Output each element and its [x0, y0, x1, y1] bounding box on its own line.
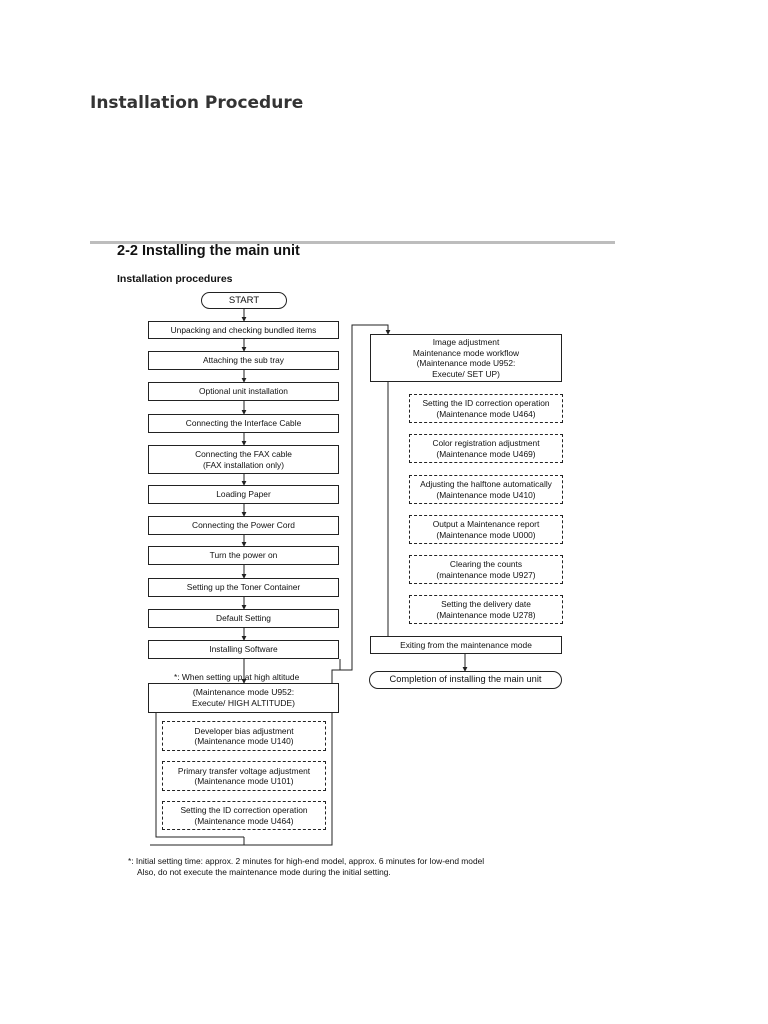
step-unpacking: Unpacking and checking bundled items: [148, 321, 339, 339]
start-terminal: START: [201, 292, 287, 309]
step-attach-sub-tray: Attaching the sub tray: [148, 351, 339, 370]
step-optional-unit: Optional unit installation: [148, 382, 339, 401]
completion-terminal: Completion of installing the main unit: [369, 671, 562, 689]
step-installing-software: Installing Software: [148, 640, 339, 659]
section-title: 2-2 Installing the main unit: [117, 243, 300, 259]
substep-id-correction-right: Setting the ID correction operation (Maintenance mode U464): [409, 394, 563, 423]
substep-color-registration: Color registration adjustment (Maintenance mode U469): [409, 434, 563, 463]
substep-delivery-date: Setting the delivery date (Maintenance mode U278): [409, 595, 563, 624]
image-adjustment-box: Image adjustment Maintenance mode workflow (Maintenance mode U952: Execute/ SET UP): [370, 334, 562, 382]
substep-clearing-counts: Clearing the counts (maintenance mode U927): [409, 555, 563, 584]
step-loading-paper: Loading Paper: [148, 485, 339, 504]
footnote-line-2: Also, do not execute the maintenance mode during the initial setting.: [137, 866, 391, 877]
step-fax-cable: Connecting the FAX cable (FAX installation only): [148, 445, 339, 474]
substep-maintenance-report: Output a Maintenance report (Maintenance mode U000): [409, 515, 563, 544]
step-default-setting: Default Setting: [148, 609, 339, 628]
step-power-cord: Connecting the Power Cord: [148, 516, 339, 535]
step-interface-cable: Connecting the Interface Cable: [148, 414, 339, 433]
high-altitude-note: *: When setting up at high altitude: [174, 672, 300, 682]
step-toner-container: Setting up the Toner Container: [148, 578, 339, 597]
substep-halftone: Adjusting the halftone automatically (Maintenance mode U410): [409, 475, 563, 504]
exit-maintenance-box: Exiting from the maintenance mode: [370, 636, 562, 654]
step-power-on: Turn the power on: [148, 546, 339, 565]
footnote: [128, 856, 484, 878]
page-title: Installation Procedure: [90, 93, 304, 113]
subsection-title: Installation procedures: [117, 273, 233, 285]
substep-developer-bias: Developer bias adjustment (Maintenance mode U140): [162, 721, 326, 751]
substep-id-correction-left: Setting the ID correction operation (Maintenance mode U464): [162, 801, 326, 830]
substep-primary-transfer: Primary transfer voltage adjustment (Maintenance mode U101): [162, 761, 326, 791]
high-altitude-box: (Maintenance mode U952: Execute/ HIGH ALTITUDE): [148, 683, 339, 713]
footnote-line-1: *: Initial setting time: approx. 2 minutes for high-end model, approx. 6 minutes for low-end model: [128, 856, 485, 866]
